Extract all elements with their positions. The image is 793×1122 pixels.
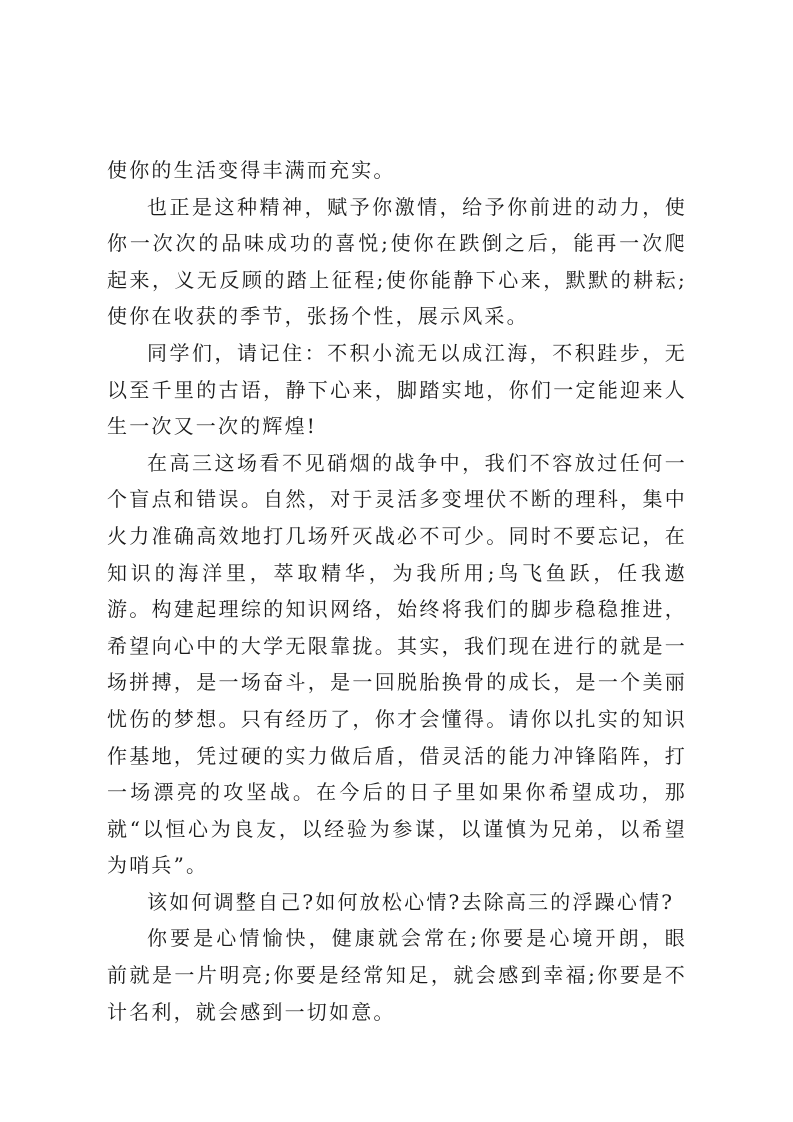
- paragraph-1: 使你的生活变得丰满而充实。: [107, 158, 396, 182]
- paragraph-5: 该如何调整自己?如何放松心情?去除高三的浮躁心情?: [147, 889, 675, 914]
- paragraph-3: 同学们，请记住：不积小流无以成江海，不积跬步，无以至千里的古语，静下心来，脚踏实地，你们一定能迎来人生一次又一次的辉煌!: [107, 340, 687, 439]
- paragraph-4: 在高三这场看不见硝烟的战争中，我们不容放过任何一个盲点和错误。自然，对于灵活多变埋伏不断的理科，集中火力准确高效地打几场歼灭战必不可少。同时不要忘记，在知识的海洋里，萃取精华，为我所用;鸟飞鱼跃，任我遨游。构建起理综的知识网络，始终将我们的脚步稳稳推进，希望向心中的大学无限靠拢。其实，我们现在进行的就是一场拼搏，是一场奋斗，是一回脱胎换骨的成长，是一个美丽忧伤的梦想。只有经历了，你才会懂得。请你以扎实的知识作基地，凭过硬的实力做后盾，借灵活的能力冲锋陷阵，打一场漂亮的攻坚战。在今后的日子里如果你希望成功，那就“以恒心为良友，以经验为参谋，以谨慎为兄弟，以希望为哨兵”。: [107, 450, 687, 878]
- paragraph-6: 你要是心情愉快，健康就会常在;你要是心境开朗，眼前就是一片明亮;你要是经常知足，就会感到幸福;你要是不计名利，就会感到一切如意。: [107, 926, 687, 1024]
- document-body: [107, 152, 687, 1030]
- paragraph-2: 也正是这种精神，赋予你激情，给予你前进的动力，使你一次次的品味成功的喜悦;使你在跌倒之后，能再一次爬起来，义无反顾的踏上征程;使你能静下心来，默默的耕耘;使你在收获的季节，张扬个性，展示风采。: [107, 194, 687, 329]
